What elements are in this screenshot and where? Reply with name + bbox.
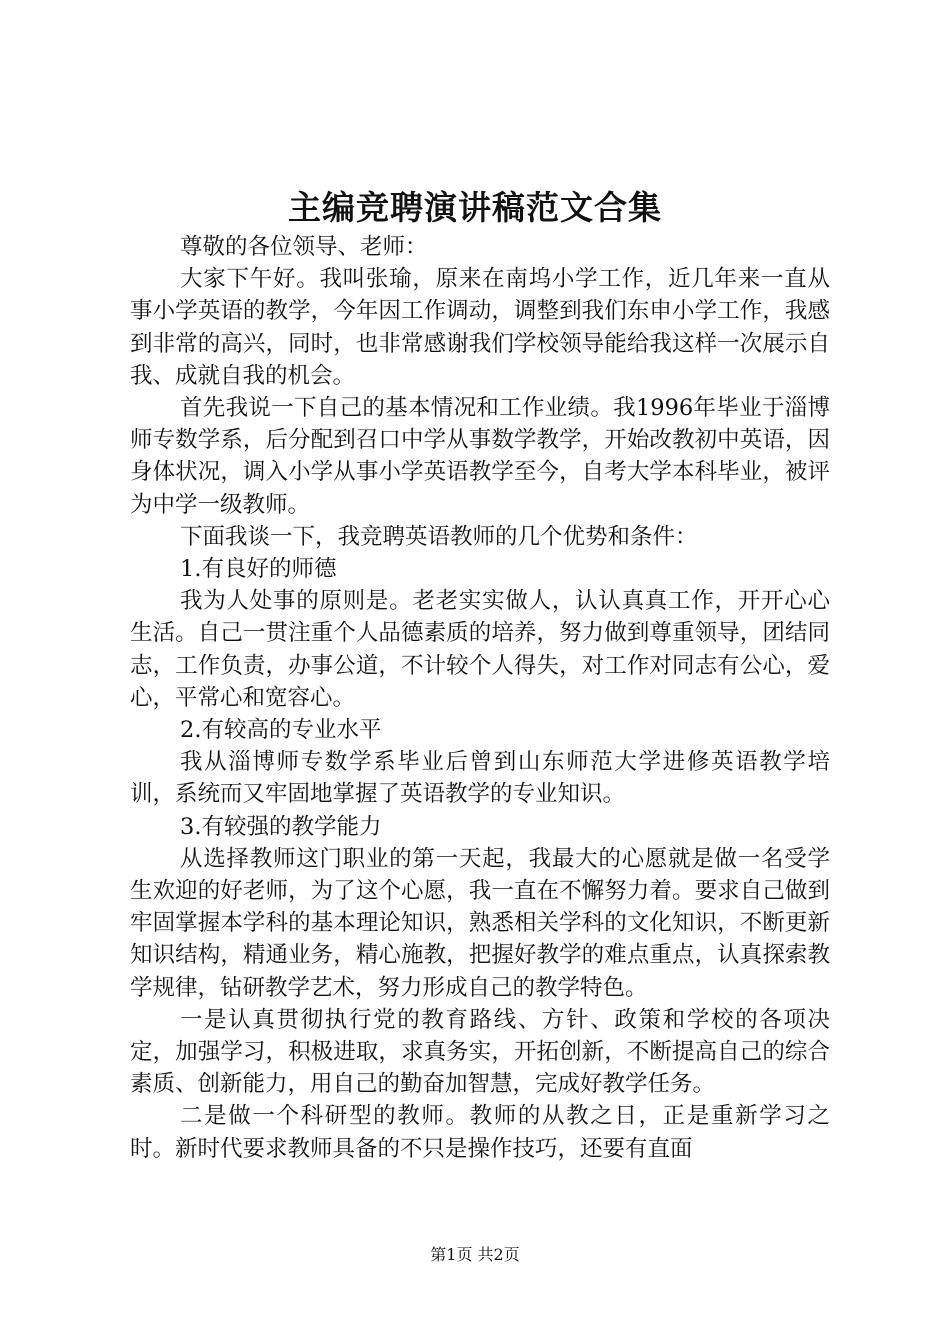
paragraph-expertise: 我从淄博师专数学系毕业后曾到山东师范大学进修英语教学培训，系统而又牢固地掌握了英语教学的专业知识。 xyxy=(130,749,830,808)
page-footer: 第1页 共2页 xyxy=(430,1245,520,1264)
section-heading-ethics: 1.有良好的师德 xyxy=(180,556,337,583)
document-title: 主编竞聘演讲稿范文合集 xyxy=(288,188,662,227)
paragraph-ethics: 我为人处事的原则是。老老实实做人，认认真真工作，开开心心生活。自己一贯注重个人品德素质的培养，努力做到尊重领导，团结同志，工作负责，办事公道，不计较个人得失，对工作对同志有公心，爱心，平常心和宽容心。 xyxy=(130,588,830,711)
paragraph-greeting: 大家下午好。我叫张瑜，原来在南坞小学工作，近几年来一直从事小学英语的教学，今年因工作调动，调整到我们东申小学工作，我感到非常的高兴，同时，也非常感谢我们学校领导能给我这样一次展示自我、成就自我的机会。 xyxy=(130,266,830,389)
paragraph-point-two: 二是做一个科研型的教师。教师的从教之日，正是重新学习之时。新时代要求教师具备的不只是操作技巧，还要有直面 xyxy=(130,1103,830,1162)
paragraph-intro-advantages: 下面我谈一下，我竞聘英语教师的几个优势和条件： xyxy=(180,523,698,550)
paragraph-point-one: 一是认真贯彻执行党的教育路线、方针、政策和学校的各项决定，加强学习，积极进取，求真务实，开拓创新，不断提高自己的综合素质、创新能力，用自己的勤奋加智慧，完成好教学任务。 xyxy=(130,1006,830,1098)
document-body xyxy=(130,231,830,1165)
paragraph-teaching-ability: 从选择教师这门职业的第一天起，我最大的心愿就是做一名受学生欢迎的好老师，为了这个心愿，我一直在不懈努力着。要求自己做到牢固掌握本学科的基本理论知识，熟悉相关学科的文化知识，不断更新知识结构，精通业务，精心施教，把握好教学的难点重点，认真探索教学规律，钻研教学艺术，努力形成自己的教学特色。 xyxy=(130,845,830,1001)
section-heading-expertise: 2.有较高的专业水平 xyxy=(180,717,382,744)
paragraph-salutation: 尊敬的各位领导、老师： xyxy=(180,234,428,260)
paragraph-background: 首先我说一下自己的基本情况和工作业绩。我1996年毕业于淄博师专数学系，后分配到召口中学从事数学教学，开始改教初中英语，因身体状况，调入小学从事小学英语教学至今，自考大学本科毕业，被评为中学一级教师。 xyxy=(130,395,830,518)
section-heading-teaching-ability: 3.有较强的教学能力 xyxy=(180,813,382,840)
